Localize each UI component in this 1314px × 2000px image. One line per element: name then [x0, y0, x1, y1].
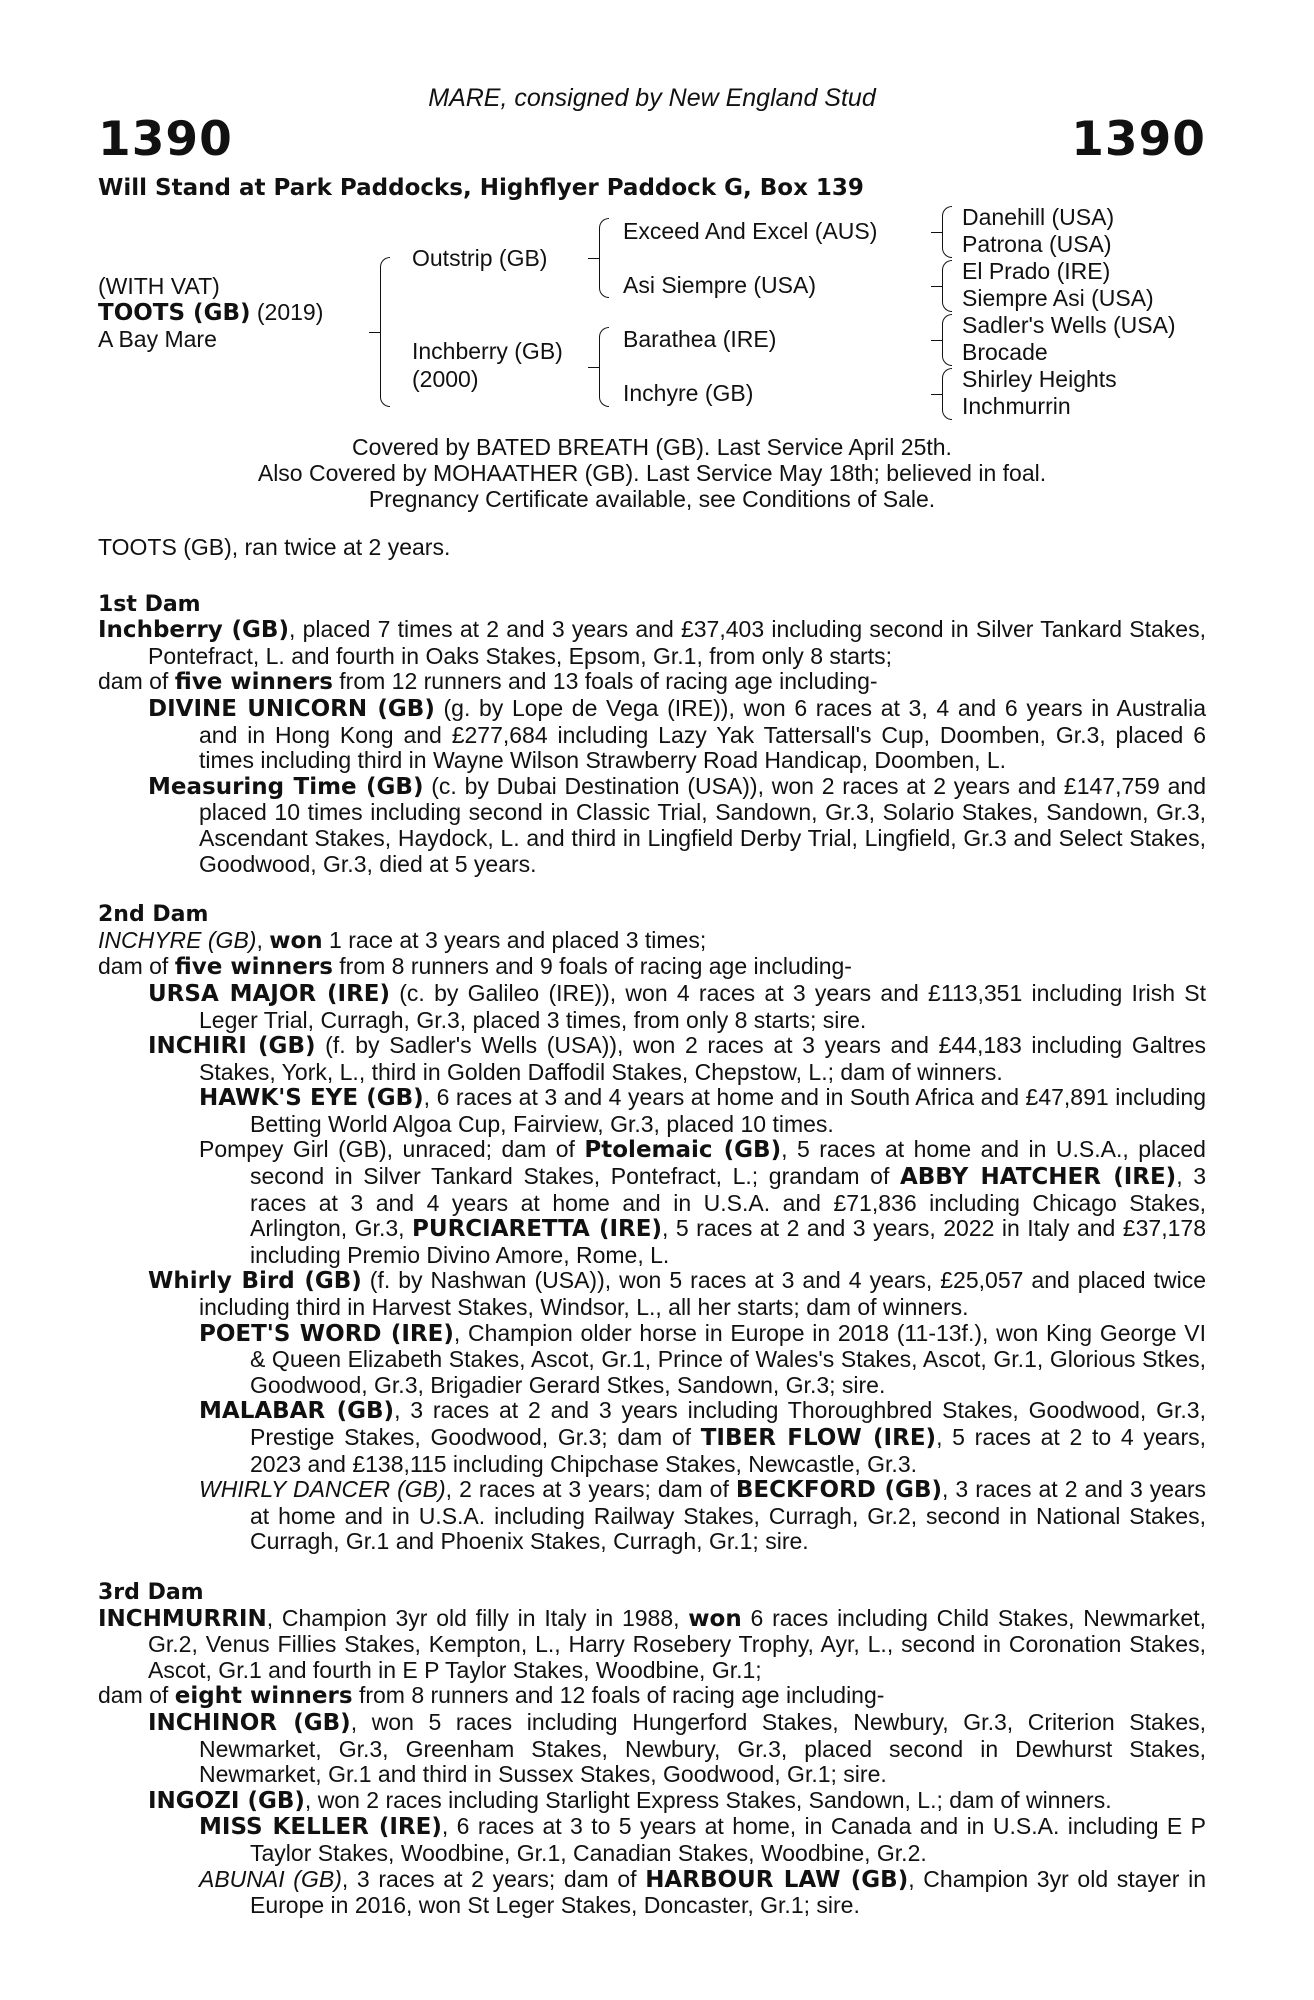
third-dam-grandoffspring-2: ABUNAI (GB), 3 races at 2 years; dam of HARBOUR LAW (GB), Champion 3yr old stayer in Europe in 2016, won St Leger Stakes, Doncaster, Gr.1; sire.: [199, 1865, 1206, 1919]
produce-record: [98, 535, 1206, 1919]
race-summary: TOOTS (GB), ran twice at 2 years.: [98, 534, 451, 560]
second-dam-heading: 2nd Dam: [98, 902, 209, 928]
second-dam-grandoffspring-3: POET'S WORD (IRE), Champion older horse in Europe in 2018 (11-13f.), won King George VI & Queen Elizabeth Stakes, Ascot, Gr.1, Prince of Wales's Stakes, Ascot, Gr.1, Glorious Stkes, Goodwood, Gr.3, Brigadier Gerard Stkes, Sandown, Gr.3; sire.: [199, 1319, 1206, 1398]
third-dam-record: INCHMURRIN, Champion 3yr old filly in Italy in 1988, won 6 races including Child Stakes, Newmarket, Gr.2, Venus Fillies Stakes, Kempton, L., Harry Rosebery Trophy, Ayr, L., second in Coronation Stakes, Ascot, Gr.1 and fourth in E P Taylor Stakes, Woodbine, Gr.1;: [98, 1604, 1206, 1683]
vat-label: (WITH VAT): [98, 273, 220, 299]
second-dam-record: INCHYRE (GB), won 1 race at 3 years and placed 3 times;: [98, 926, 707, 954]
dam-dam: Inchyre (GB): [623, 380, 754, 406]
brace-dam: [599, 327, 609, 407]
first-dam-offspring-2: Measuring Time (GB) (c. by Dubai Destination (USA)), won 2 races at 2 years and £147,759 and placed 10 times including second in Classic Trial, Sandown, Gr.3, Solario Stakes, Sandown, Gr.3, Ascendant Stakes, Haydock, L. and third in Lingfield Derby Trial, Lingfield, Gr.3 and Select Stakes, Goodwood, Gr.3, died at 5 years.: [148, 772, 1206, 877]
third-dam-heading: 3rd Dam: [98, 1579, 204, 1605]
second-dam-grandoffspring-4: MALABAR (GB), 3 races at 2 and 3 years including Thoroughbred Stakes, Goodwood, Gr.3, Prestige Stakes, Goodwood, Gr.3; dam of TIBER FLOW (IRE), 5 races at 2 to 4 years, 2023 and £138,115 including Chipchase Stakes, Newcastle, Gr.3.: [199, 1397, 1207, 1477]
second-dam-offspring-2: INCHIRI (GB) (f. by Sadler's Wells (USA)), won 2 races at 3 years and £44,183 including Galtres Stakes, York, L., third in Golden Daffodil Stakes, Chepstow, L.; dam of winners.: [148, 1032, 1206, 1085]
dd-sire: Shirley Heights: [962, 366, 1117, 392]
brace-ds: [942, 314, 952, 366]
second-dam-grandoffspring-5: WHIRLY DANCER (GB), 2 races at 3 years; dam of BECKFORD (GB), 3 races at 2 and 3 years at home and in U.S.A. including Railway Stakes, Curragh, Gr.2, second in National Stakes, Curragh, Gr.1 and Phoenix Stakes, Curragh, Gr.1; sire.: [199, 1476, 1207, 1555]
covered-line-3: Pregnancy Certificate available, see Conditions of Sale.: [368, 486, 936, 512]
first-dam-produce: dam of five winners from 12 runners and 13 foals of racing age including-: [98, 668, 878, 696]
sire-sire: Exceed And Excel (AUS): [623, 218, 878, 244]
dam-year: (2000): [412, 366, 479, 392]
sd-dam: Siempre Asi (USA): [962, 285, 1154, 311]
dam-sire: Barathea (IRE): [623, 326, 777, 352]
horse-name: TOOTS (GB): [98, 300, 251, 326]
ss-sire: Danehill (USA): [962, 204, 1115, 230]
second-dam-offspring-3: Whirly Bird (GB) (f. by Nashwan (USA)), won 5 races at 3 and 4 years, £25,057 and placed twice including third in Harvest Stakes, Windsor, L., all her starts; dam of winners.: [148, 1267, 1207, 1321]
horse-desc: A Bay Mare: [98, 326, 217, 352]
second-dam-produce: dam of five winners from 8 runners and 9 foals of racing age including-: [98, 953, 852, 981]
ss-dam: Patrona (USA): [962, 231, 1112, 257]
second-dam-offspring-1: URSA MAJOR (IRE) (c. by Galileo (IRE)), won 4 races at 3 years and £113,351 including Irish St Leger Trial, Curragh, Gr.3, placed 3 times, from only 8 starts; sire.: [148, 979, 1206, 1033]
brace-sire: [599, 218, 609, 298]
sire-name: Outstrip (GB): [412, 245, 548, 271]
covered-line-2: Also Covered by MOHAATHER (GB). Last Service May 18th; believed in foal.: [257, 460, 1047, 486]
first-dam-name: Inchberry (GB): [98, 617, 289, 644]
third-dam-offspring-1: INCHINOR (GB), won 5 races including Hungerford Stakes, Newbury, Gr.3, Criterion Stakes, Newmarket, Gr.3, Greenham Stakes, Newbury, Gr.3, placed second in Dewhurst Stakes, Newmarket, Gr.1 and third in Sussex Stakes, Goodwood, Gr.1; sire.: [148, 1708, 1206, 1788]
brace-horse: [380, 257, 390, 407]
lot-number-left: 1390: [98, 112, 233, 167]
third-dam-produce: dam of eight winners from 8 runners and 12 foals of racing age including-: [98, 1682, 885, 1710]
first-dam-heading: 1st Dam: [98, 591, 201, 617]
dam-name: Inchberry (GB): [412, 338, 563, 364]
ds-dam: Brocade: [962, 339, 1048, 365]
second-dam-grandoffspring-1: HAWK'S EYE (GB), 6 races at 3 and 4 years at home and in South Africa and £47,891 including Betting World Algoa Cup, Fairview, Gr.3, placed 10 times.: [199, 1084, 1206, 1137]
third-dam-offspring-2: INGOZI (GB), won 2 races including Starlight Express Stakes, Sandown, L.; dam of winners.: [148, 1786, 1112, 1814]
lot-number-right: 1390: [1071, 112, 1206, 167]
covered-notice: [98, 434, 1206, 512]
consignor-line: MARE, consigned by New England Stud: [428, 84, 876, 112]
first-dam-record: Inchberry (GB), placed 7 times at 2 and 3 years and £37,403 including second in Silver Tankard Stakes, Pontefract, L. and fourth in Oaks Stakes, Epsom, Gr.1, from only 8 starts;: [98, 616, 1206, 669]
sire-dam: Asi Siempre (USA): [623, 272, 816, 298]
location-line: Will Stand at Park Paddocks, Highflyer Paddock G, Box 139: [98, 175, 864, 201]
horse-year: (2019): [256, 299, 324, 325]
horse-line: [98, 299, 323, 327]
sd-sire: El Prado (IRE): [962, 258, 1111, 284]
brace-ss: [942, 206, 952, 258]
third-dam-grandoffspring-1: MISS KELLER (IRE), 6 races at 3 to 5 years at home, in Canada and in U.S.A. including E P Taylor Stakes, Woodbine, Gr.1, Canadian Stakes, Woodbine, Gr.2.: [199, 1813, 1206, 1866]
ds-sire: Sadler's Wells (USA): [962, 312, 1176, 338]
dd-dam: Inchmurrin: [962, 393, 1071, 419]
brace-sd: [942, 260, 952, 312]
second-dam-grandoffspring-2: Pompey Girl (GB), unraced; dam of Ptolemaic (GB), 5 races at home and in U.S.A., placed second in Silver Tankard Stakes, Pontefract, L.; grandam of ABBY HATCHER (IRE), 3 races at 3 and 4 years at home and in U.S.A. and £71,836 including Chicago Stakes, Arlington, Gr.3, PURCIARETTA (IRE), 5 races at 2 and 3 years, 2022 in Italy and £37,178 including Premio Divino Amore, Rome, L.: [199, 1136, 1206, 1268]
covered-line-1: Covered by BATED BREATH (GB). Last Service April 25th.: [352, 434, 952, 460]
first-dam-offspring-1: DIVINE UNICORN (GB) (g. by Lope de Vega (IRE)), won 6 races at 3, 4 and 6 years in Australia and in Hong Kong and £277,684 including Lazy Yak Tattersall's Cup, Doomben, Gr.3, placed 6 times including third in Wayne Wilson Strawberry Road Handicap, Doomben, L.: [148, 694, 1207, 774]
brace-dd: [942, 368, 952, 420]
